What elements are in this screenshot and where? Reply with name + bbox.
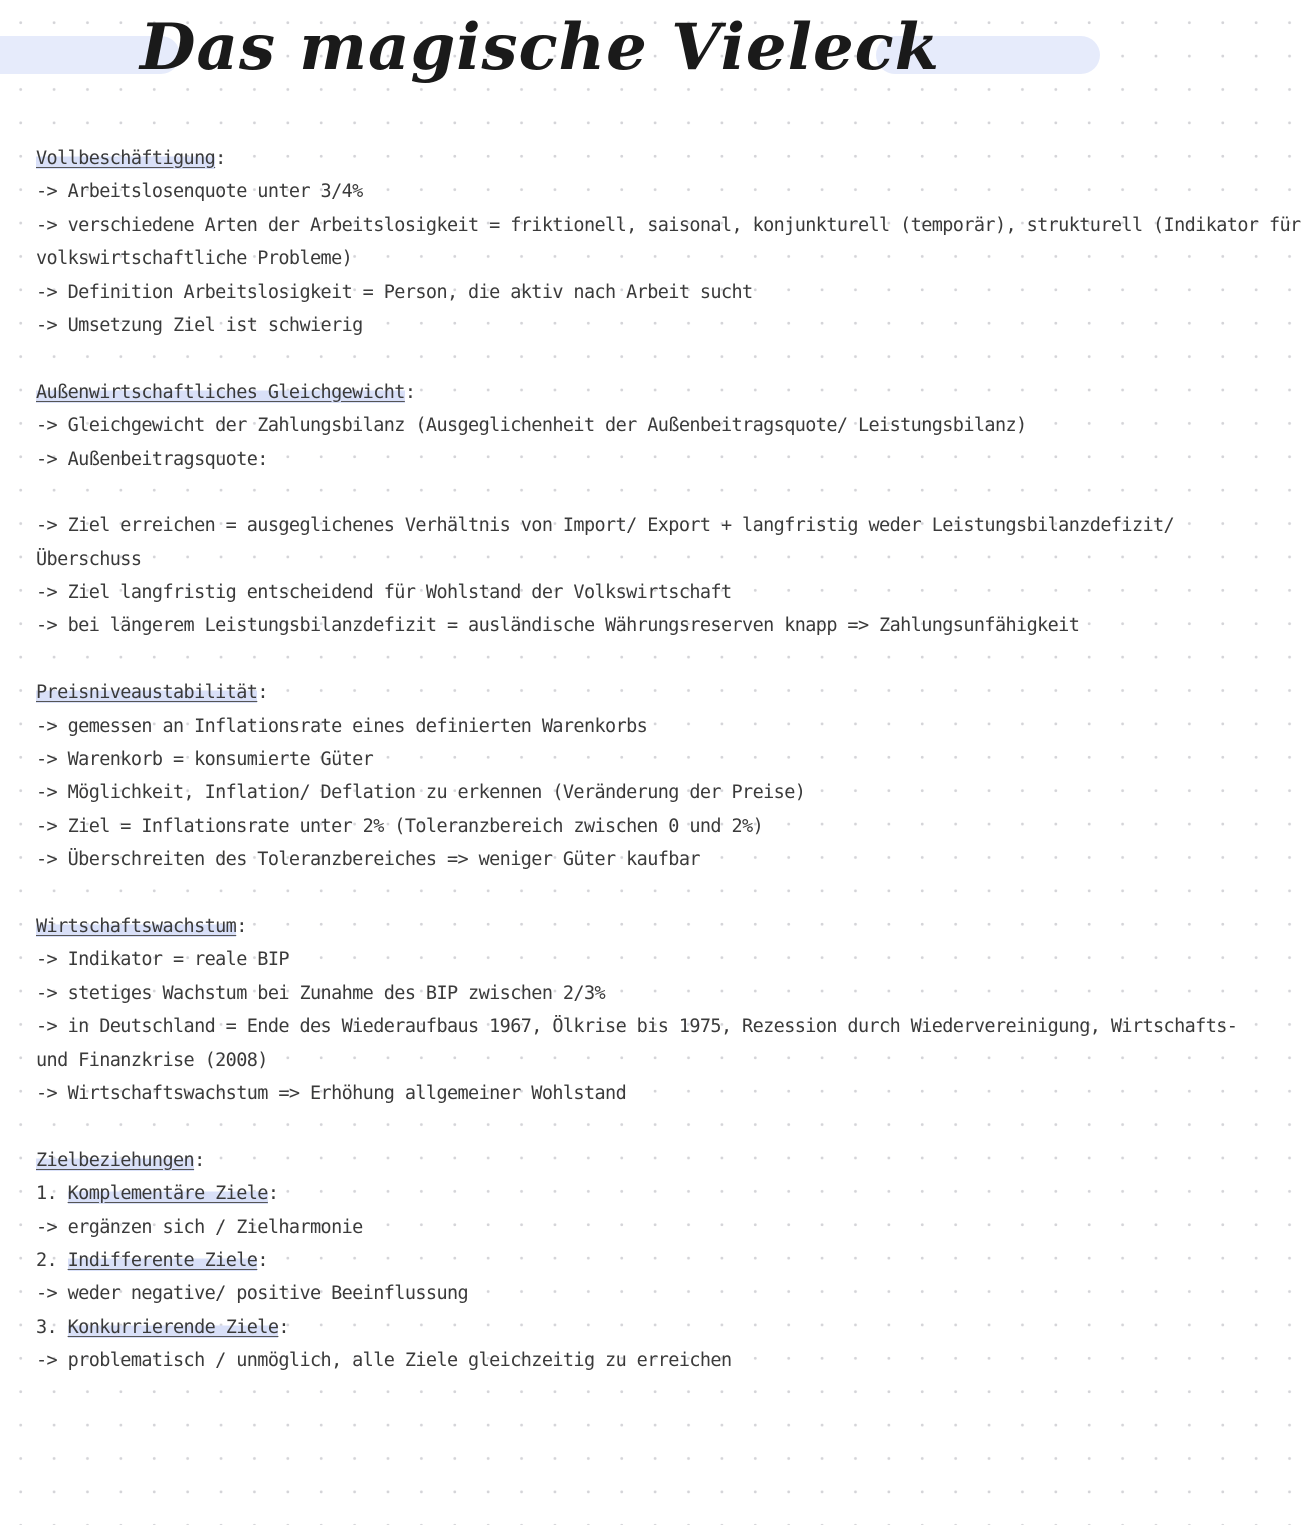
section-heading-wachstum: Wirtschaftswachstum: xyxy=(36,915,247,937)
list-number: 3. xyxy=(36,1316,58,1338)
note-line: -> Definition Arbeitslosigkeit = Person, die aktiv nach Arbeit sucht xyxy=(36,281,753,303)
list-item: 3. Konkurrierende Ziele: xyxy=(36,1316,289,1338)
spacer xyxy=(36,342,1046,375)
note-line: -> Gleichgewicht der Zahlungsbilanz (Ausgeglichenheit der Außenbeitragsquote/ Leistungsbilanz) xyxy=(36,415,1027,437)
note-line: Überschuss xyxy=(36,548,142,570)
note-line: -> bei längerem Leistungsbilanzdefizit = ausländische Währungsreserven knapp => Zahlungsunfähigkeit xyxy=(36,615,1080,637)
note-line: volkswirtschaftliche Probleme) xyxy=(36,248,353,270)
note-line xyxy=(36,476,1046,509)
note-line: -> Ziel langfristig entscheidend für Wohlstand der Volkswirtschaft xyxy=(36,582,732,604)
note-line: -> Ziel erreichen = ausgeglichenes Verhältnis von Import/ Export + langfristig weder Leistungsbilanzdefizit/ xyxy=(36,515,1175,537)
note-line: -> Möglichkeit, Inflation/ Deflation zu erkennen (Veränderung der Preise) xyxy=(36,782,806,804)
section-heading-aussenwirtschaft: Außenwirtschaftliches Gleichgewicht: xyxy=(36,381,416,403)
note-line: -> Indikator = reale BIP xyxy=(36,949,289,971)
notes-content xyxy=(36,142,1301,1377)
section-heading-preisniveau: Preisniveaustabilität: xyxy=(36,682,268,704)
note-line: -> Überschreiten des Toleranzbereiches => weniger Güter kaufbar xyxy=(36,849,700,871)
heading-text: Wirtschaftswachstum xyxy=(36,915,237,937)
title-banner xyxy=(0,0,1080,118)
list-number: 2. xyxy=(36,1249,58,1271)
note-line: -> stetiges Wachstum bei Zunahme des BIP zwischen 2/3% xyxy=(36,982,606,1004)
note-line: und Finanzkrise (2008) xyxy=(36,1049,268,1071)
section-heading-zielbeziehungen: Zielbeziehungen: xyxy=(36,1149,205,1171)
list-label: Indifferente Ziele xyxy=(67,1249,258,1271)
section-heading-vollbeschaeftigung: Vollbeschäftigung: xyxy=(36,148,226,169)
note-line: -> ergänzen sich / Zielharmonie xyxy=(36,1216,363,1238)
spacer xyxy=(36,1110,1046,1143)
note-line: -> Wirtschaftswachstum => Erhöhung allgemeiner Wohlstand xyxy=(36,1082,627,1104)
list-number: 1. xyxy=(36,1183,58,1205)
list-item: 2. Indifferente Ziele: xyxy=(36,1249,268,1271)
page-title: Das magische Vieleck xyxy=(140,10,940,85)
note-line: -> Umsetzung Ziel ist schwierig xyxy=(36,314,363,336)
list-item: 1. Komplementäre Ziele: xyxy=(36,1183,279,1205)
spacer xyxy=(36,877,1046,910)
note-line: -> Ziel = Inflationsrate unter 2% (Toleranzbereich zwischen 0 und 2%) xyxy=(36,815,764,837)
note-line: -> problematisch / unmöglich, alle Ziele gleichzeitig zu erreichen xyxy=(36,1350,732,1372)
heading-text: Preisniveaustabilität xyxy=(36,682,258,704)
spacer xyxy=(36,643,1046,676)
note-line: -> weder negative/ positive Beeinflussung xyxy=(36,1283,469,1305)
list-label: Komplementäre Ziele xyxy=(67,1183,268,1205)
note-line: -> verschiedene Arten der Arbeitslosigkeit = friktionell, saisonal, konjunkturell (temporär), strukturell (Indikator für xyxy=(36,214,1301,236)
note-line: -> in Deutschland = Ende des Wiederaufbaus 1967, Ölkrise bis 1975, Rezession durch Wiedervereinigung, Wirtschafts- xyxy=(36,1016,1238,1038)
note-line: -> Arbeitslosenquote unter 3/4% xyxy=(36,181,363,203)
note-line: -> Außenbeitragsquote: xyxy=(36,448,268,470)
note-line: -> Warenkorb = konsumierte Güter xyxy=(36,749,374,771)
heading-text: Vollbeschäftigung xyxy=(36,148,216,169)
heading-text: Zielbeziehungen xyxy=(36,1149,195,1171)
list-label: Konkurrierende Ziele xyxy=(67,1316,279,1338)
heading-text: Außenwirtschaftliches Gleichgewicht xyxy=(36,381,405,403)
note-line: -> gemessen an Inflationsrate eines definierten Warenkorbs xyxy=(36,715,648,737)
